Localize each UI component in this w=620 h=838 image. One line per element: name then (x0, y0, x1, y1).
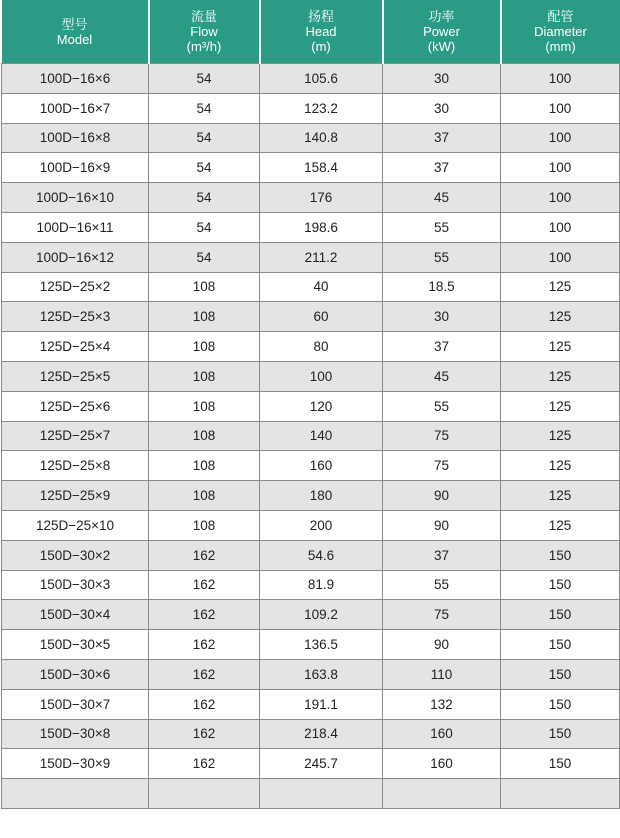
head-cell: 176 (260, 183, 383, 213)
model-cell: 125D−25×10 (2, 510, 149, 540)
flow-cell: 54 (149, 123, 260, 153)
diameter-cell: 125 (501, 361, 620, 391)
diameter-cell: 125 (501, 391, 620, 421)
power-cell: 160 (383, 749, 501, 779)
header-unit: (mm) (545, 39, 576, 54)
flow-cell: 108 (149, 272, 260, 302)
model-cell: 125D−25×4 (2, 332, 149, 362)
diameter-cell: 100 (501, 123, 620, 153)
flow-cell: 54 (149, 212, 260, 242)
table-row (2, 153, 620, 183)
header-unit: (m³/h) (186, 39, 222, 54)
diameter-cell: 125 (501, 332, 620, 362)
header-en: Power (423, 24, 460, 39)
table-row (2, 242, 620, 272)
model-cell: 125D−25×7 (2, 421, 149, 451)
head-cell: 60 (260, 302, 383, 332)
flow-cell: 108 (149, 510, 260, 540)
model-cell: 150D−30×9 (2, 749, 149, 779)
header-cn: 型号 (61, 16, 88, 32)
power-cell: 37 (383, 540, 501, 570)
head-cell: 200 (260, 510, 383, 540)
header-cn: 功率 (428, 9, 455, 24)
diameter-cell: 100 (501, 93, 620, 123)
table-row (2, 451, 620, 481)
diameter-cell: 150 (501, 600, 620, 630)
flow-cell: 108 (149, 421, 260, 451)
head-cell: 109.2 (260, 600, 383, 630)
flow-cell: 162 (149, 719, 260, 749)
table-row (2, 630, 620, 660)
diameter-cell: 125 (501, 481, 620, 511)
power-cell: 18.5 (383, 272, 501, 302)
power-cell (383, 779, 501, 809)
power-cell: 160 (383, 719, 501, 749)
table-row (2, 481, 620, 511)
head-cell: 54.6 (260, 540, 383, 570)
header-diameter (501, 0, 620, 64)
header-cn: 流量 (190, 9, 217, 24)
table-row (2, 123, 620, 153)
table-row (2, 659, 620, 689)
diameter-cell: 100 (501, 183, 620, 213)
flow-cell: 162 (149, 689, 260, 719)
flow-cell: 108 (149, 332, 260, 362)
power-cell: 45 (383, 361, 501, 391)
table-row (2, 391, 620, 421)
header-power (383, 0, 501, 64)
model-cell: 100D−16×7 (2, 93, 149, 123)
header-flow (149, 0, 260, 64)
header-cn: 扬程 (307, 9, 334, 24)
table-row (2, 332, 620, 362)
table-row (2, 302, 620, 332)
model-cell: 150D−30×7 (2, 689, 149, 719)
head-cell: 105.6 (260, 64, 383, 94)
flow-cell: 162 (149, 630, 260, 660)
head-cell: 100 (260, 361, 383, 391)
table-row (2, 600, 620, 630)
power-cell: 30 (383, 64, 501, 94)
model-cell: 100D−16×12 (2, 242, 149, 272)
diameter-cell: 150 (501, 689, 620, 719)
table-row (2, 93, 620, 123)
header-head (260, 0, 383, 64)
flow-cell: 108 (149, 361, 260, 391)
head-cell: 40 (260, 272, 383, 302)
flow-cell: 54 (149, 153, 260, 183)
head-cell: 163.8 (260, 659, 383, 689)
flow-cell: 162 (149, 570, 260, 600)
header-unit: (kW) (427, 39, 456, 54)
model-cell (2, 779, 149, 809)
power-cell: 45 (383, 183, 501, 213)
flow-cell: 54 (149, 242, 260, 272)
head-cell: 81.9 (260, 570, 383, 600)
model-cell: 100D−16×8 (2, 123, 149, 153)
flow-cell: 108 (149, 481, 260, 511)
power-cell: 37 (383, 123, 501, 153)
model-cell: 125D−25×6 (2, 391, 149, 421)
diameter-cell: 100 (501, 153, 620, 183)
model-cell: 100D−16×10 (2, 183, 149, 213)
flow-cell: 108 (149, 302, 260, 332)
table-row (2, 719, 620, 749)
power-cell: 75 (383, 421, 501, 451)
table-row (2, 510, 620, 540)
power-cell: 90 (383, 510, 501, 540)
header-en: Head (305, 24, 337, 39)
power-cell: 110 (383, 659, 501, 689)
table-row (2, 64, 620, 94)
table-body (2, 64, 620, 809)
power-cell: 55 (383, 242, 501, 272)
power-cell: 75 (383, 451, 501, 481)
diameter-cell: 150 (501, 659, 620, 689)
diameter-cell: 150 (501, 749, 620, 779)
head-cell: 140 (260, 421, 383, 451)
head-cell: 160 (260, 451, 383, 481)
diameter-cell: 150 (501, 540, 620, 570)
head-cell: 180 (260, 481, 383, 511)
head-cell: 211.2 (260, 242, 383, 272)
flow-cell: 108 (149, 451, 260, 481)
model-cell: 125D−25×9 (2, 481, 149, 511)
header-en: Diameter (534, 24, 587, 39)
model-cell: 100D−16×9 (2, 153, 149, 183)
table-row (2, 361, 620, 391)
header-model (2, 0, 149, 64)
diameter-cell (501, 779, 620, 809)
header-en: Model (56, 31, 93, 47)
diameter-cell: 125 (501, 302, 620, 332)
head-cell: 245.7 (260, 749, 383, 779)
head-cell: 80 (260, 332, 383, 362)
head-cell: 191.1 (260, 689, 383, 719)
power-cell: 55 (383, 212, 501, 242)
power-cell: 75 (383, 600, 501, 630)
table-row (2, 749, 620, 779)
power-cell: 90 (383, 481, 501, 511)
model-cell: 100D−16×11 (2, 212, 149, 242)
head-cell: 123.2 (260, 93, 383, 123)
header-row (2, 0, 620, 64)
power-cell: 132 (383, 689, 501, 719)
power-cell: 30 (383, 93, 501, 123)
diameter-cell: 150 (501, 719, 620, 749)
table-row (2, 540, 620, 570)
flow-cell: 108 (149, 391, 260, 421)
flow-cell: 54 (149, 64, 260, 94)
model-cell: 125D−25×8 (2, 451, 149, 481)
model-cell: 150D−30×5 (2, 630, 149, 660)
model-cell: 150D−30×2 (2, 540, 149, 570)
model-cell: 150D−30×8 (2, 719, 149, 749)
model-cell: 100D−16×6 (2, 64, 149, 94)
flow-cell: 162 (149, 749, 260, 779)
head-cell: 140.8 (260, 123, 383, 153)
model-cell: 125D−25×5 (2, 361, 149, 391)
power-cell: 37 (383, 332, 501, 362)
power-cell: 55 (383, 391, 501, 421)
table-row (2, 570, 620, 600)
header-unit: (m) (311, 39, 331, 54)
header-en: Flow (190, 24, 218, 39)
model-cell: 150D−30×3 (2, 570, 149, 600)
diameter-cell: 125 (501, 510, 620, 540)
flow-cell: 162 (149, 659, 260, 689)
diameter-cell: 150 (501, 630, 620, 660)
table-row (2, 689, 620, 719)
diameter-cell: 100 (501, 64, 620, 94)
head-cell: 198.6 (260, 212, 383, 242)
diameter-cell: 125 (501, 272, 620, 302)
header-cn: 配管 (547, 9, 574, 24)
head-cell: 136.5 (260, 630, 383, 660)
head-cell (260, 779, 383, 809)
table-row (2, 183, 620, 213)
model-cell: 150D−30×6 (2, 659, 149, 689)
table-row (2, 272, 620, 302)
head-cell: 218.4 (260, 719, 383, 749)
table-row (2, 779, 620, 809)
power-cell: 55 (383, 570, 501, 600)
power-cell: 90 (383, 630, 501, 660)
diameter-cell: 125 (501, 451, 620, 481)
flow-cell: 54 (149, 93, 260, 123)
head-cell: 158.4 (260, 153, 383, 183)
flow-cell: 162 (149, 600, 260, 630)
flow-cell: 54 (149, 183, 260, 213)
diameter-cell: 100 (501, 242, 620, 272)
diameter-cell: 150 (501, 570, 620, 600)
power-cell: 30 (383, 302, 501, 332)
head-cell: 120 (260, 391, 383, 421)
table-row (2, 421, 620, 451)
flow-cell: 162 (149, 540, 260, 570)
table-row (2, 212, 620, 242)
power-cell: 37 (383, 153, 501, 183)
diameter-cell: 125 (501, 421, 620, 451)
model-cell: 125D−25×2 (2, 272, 149, 302)
model-cell: 150D−30×4 (2, 600, 149, 630)
model-cell: 125D−25×3 (2, 302, 149, 332)
pump-spec-table (1, 0, 620, 809)
diameter-cell: 100 (501, 212, 620, 242)
flow-cell (149, 779, 260, 809)
